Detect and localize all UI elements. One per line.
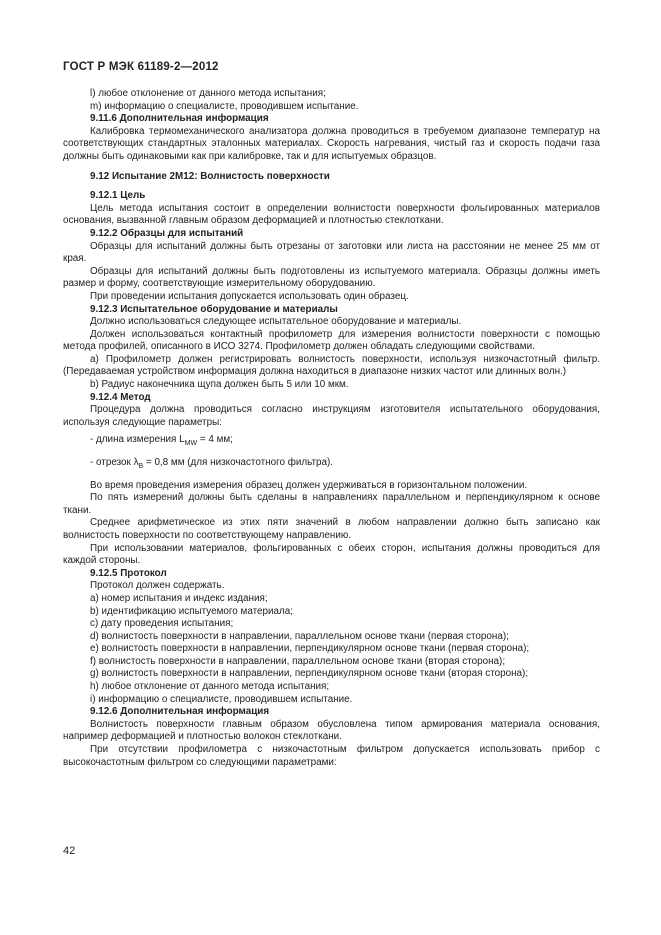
document-header: ГОСТ Р МЭК 61189-2—2012 [63,61,219,73]
formula-measure-length: - длина измерения $L_{MW} = 4$ мм; [90,434,233,448]
list-item: e) волнистость поверхности в направлении, перпендикулярном основе ткани (первая сторона); [90,643,530,655]
paragraph: Цель метода испытания состоит в определении волнистости поверхности фольгированных материалов основания, вызванной главным образом деформацией и плотностью стеклоткани. [63,202,600,227]
paragraph: b) Радиус наконечника щупа должен быть 5 или 10 мкм. [90,379,349,391]
list-item: f) волнистость поверхности в направлении, параллельном основе ткани (вторая сторона); [90,655,506,667]
paragraph: Образцы для испытаний должны быть подготовлены из испытуемого материала. Образцы должны иметь размер и форму, соответствующие измерительному оборудованию. [63,265,600,290]
section-heading: 9.12.5 Протокол [90,567,167,579]
paragraph: Должно использоваться следующее испытательное оборудование и материалы. [90,316,462,328]
paragraph: При отсутствии профилометра с низкочастотным фильтром допускается использовать прибор с высокочастотным фильтром со следующими параметрами: [63,744,600,768]
list-item: g) волнистость поверхности в направлении, перпендикулярном основе ткани (вторая сторона); [90,668,529,680]
section-heading: 9.12.6 Дополнительная информация [90,706,270,718]
paragraph: Калибровка термомеханического анализатора должна проводиться в требуемом диапазоне температур на соответствующих стандартных эталонных материалах. Скорость нагревания, чистый газ и скорость подачи газа должны быть одинаковыми как при калибровке, так и для испытуемых образцов. [63,125,600,162]
list-item: c) дату проведения испытания; [90,618,234,630]
paragraph: Во время проведения измерения образец должен удерживаться в горизонтальном положении. [90,479,528,491]
page-number: 42 [63,845,76,857]
list-item: d) волнистость поверхности в направлении, параллельном основе ткани (первая сторона); [90,630,509,642]
paragraph: Среднее арифметическое из этих пяти значений в любом направлении должно быть записано как волнистость поверхности по соответствующему направлению. [63,517,600,541]
paragraph: По пять измерений должны быть сделаны в направлениях параллельном и перпендикулярном к основе ткани. [63,492,600,516]
list-item: b) идентификацию испытуемого материала; [90,605,293,617]
paragraph: Образцы для испытаний должны быть отрезаны от заготовки или листа на расстоянии не менее 25 мм от края. [63,240,600,265]
list-item: m) информацию о специалисте, проводившем испытание. [90,100,359,112]
list-item: h) любое отклонение от данного метода испытания; [90,681,330,693]
paragraph: Протокол должен содержать. [90,580,225,592]
paragraph: a) Профилометр должен регистрировать волнистость поверхности, используя низкочастотный фильтр. (Передаваемая устройством информация должна находиться в диапазоне низких частот или длинных волн.) [63,353,600,378]
paragraph: Волнистость поверхности главным образом обусловлена типом армирования материала основания, например деформацией и плотностью волокон стеклоткани. [63,718,600,743]
section-heading: 9.12 Испытание 2M12: Волнистость поверхности [90,170,330,182]
paragraph: Процедура должна проводиться согласно инструкциям изготовителя испытательного оборудования, используя следующие параметры: [63,404,600,428]
document-body [63,88,600,769]
section-heading: 9.12.1 Цель [90,190,146,202]
formula-cutoff: - отрезок $\lambda_B = 0,8$ мм (для низкочастотного фильтра). [90,457,334,470]
section-heading: 9.12.3 Испытательное оборудование и материалы [90,303,338,315]
list-item: a) номер испытания и индекс издания; [90,592,268,604]
section-heading: 9.12.4 Метод [90,391,151,403]
list-item: l) любое отклонение от данного метода испытания; [90,88,326,99]
paragraph: Должен использоваться контактный профилометр для измерения волнистости поверхности с помощью метода профилей, описанного в ИСО 3274. Профилометр должен обладать следующими свойствами. [63,328,600,353]
list-item: i) информацию о специалисте, проводившем испытание. [90,693,353,705]
section-heading: 9.11.6 Дополнительная информация [90,113,269,125]
section-heading: 9.12.2 Образцы для испытаний [90,227,244,239]
paragraph: При проведении испытания допускается использовать один образец. [90,290,409,302]
paragraph: При использовании материалов, фольгированных с обеих сторон, испытания должны проводиться для каждой стороны. [63,542,600,567]
